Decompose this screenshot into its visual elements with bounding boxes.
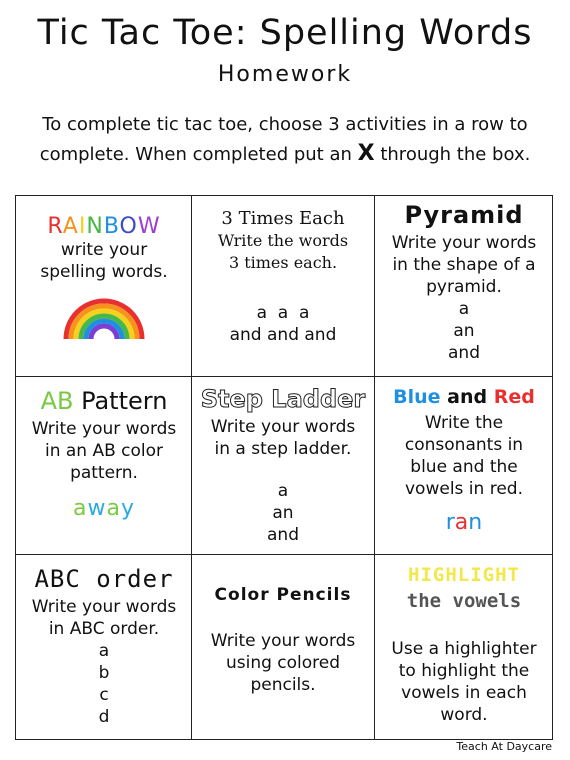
rainbow-title-letter: A (62, 214, 79, 239)
cell-title (16, 387, 192, 415)
rainbow-title (16, 216, 192, 239)
example-line: an (453, 321, 475, 341)
cell-color-pencils (192, 584, 374, 740)
instructions-line-2a: complete. When completed put an (39, 144, 352, 165)
cell-title: Color Pencils (214, 585, 352, 605)
example-line: a (277, 481, 289, 501)
cell-text-line: in an AB color (44, 441, 164, 461)
cell-text-line: Write your words (210, 417, 356, 437)
cell-title: ABC order (34, 565, 174, 593)
x-mark: X (357, 141, 375, 166)
instructions-line-1: To complete tic tac toe, choose 3 activities in a row to (42, 114, 528, 135)
example-line: an (272, 503, 294, 523)
cell-text-line: in the shape of a (392, 255, 536, 275)
ab-example-letter: y (120, 496, 135, 521)
example-line: d (98, 707, 110, 727)
the-vowels-title: the vowels (406, 590, 522, 612)
grid-line (16, 376, 552, 377)
cell-rainbow (16, 216, 192, 376)
red-title-part: Red (493, 386, 535, 408)
cell-text-line: 3 times each. (228, 253, 338, 272)
cell-text-line: to highlight the (398, 661, 530, 681)
cell-text-line: consonants in (404, 435, 524, 455)
rainbow-title-letter: R (47, 214, 63, 239)
tic-tac-toe-grid (15, 195, 553, 740)
cell-blue-and-red (375, 386, 553, 554)
cell-title: Step Ladder (200, 385, 366, 413)
cell-text-line: using colored (225, 653, 341, 673)
cell-abc-order (16, 565, 192, 740)
cell-pyramid (375, 201, 553, 376)
cell-text-line: write your (60, 240, 148, 260)
cell-text-line: Write your words (31, 419, 177, 439)
cell-text-line: in a step ladder. (214, 439, 352, 459)
cell-text-line: Use a highlighter (391, 639, 537, 659)
cell-title: Pyramid (404, 201, 524, 229)
cell-text-line: word. (440, 705, 488, 725)
ab-example-letter: a (73, 496, 88, 521)
blue-red-example-letter: a (454, 510, 469, 535)
cell-text-line: vowels in each (401, 683, 527, 703)
cell-highlight (375, 564, 553, 740)
rainbow-icon (62, 297, 146, 341)
example-line: a (98, 641, 110, 661)
cell-text-line: Write the words (217, 231, 349, 250)
cell-text-line: Write the (424, 413, 504, 433)
cell-ab-pattern (16, 387, 192, 554)
cell-text-line: Write your words (31, 597, 177, 617)
ab-example-letter: a (106, 496, 121, 521)
blue-title-part: Blue (393, 386, 441, 408)
cell-step-ladder (192, 385, 374, 554)
cell-text-line: blue and the (410, 457, 518, 477)
rainbow-title-letter: I (78, 214, 87, 239)
ab-title-part: AB (40, 387, 74, 415)
rainbow-title-letter: N (86, 214, 104, 239)
cell-text-line: Write your words (210, 631, 356, 651)
cell-3-times-each (192, 208, 374, 376)
cell-text-line: spelling words. (40, 262, 168, 282)
pattern-title-part: Pattern (73, 387, 168, 415)
instructions (20, 110, 550, 169)
ab-example-letter: w (87, 496, 107, 521)
example-line: c (99, 685, 109, 705)
cell-title (375, 386, 553, 408)
cell-text-line: pattern. (70, 463, 138, 483)
rainbow-title-letter: O (119, 214, 138, 239)
example-line: b (98, 663, 110, 683)
example-line: a a a (256, 303, 310, 323)
cell-text-line: Write your words (391, 233, 537, 253)
rainbow-title-letter: B (103, 214, 120, 239)
ab-example-word (16, 498, 192, 520)
blue-red-example-word (375, 512, 553, 534)
and-title-part: and (447, 386, 488, 408)
example-line: and and and (229, 325, 337, 345)
cell-text-line: vowels in red. (405, 479, 523, 499)
instructions-line-2b: through the box. (380, 144, 531, 165)
credit-text: Teach At Daycare (456, 740, 552, 753)
cell-text-line: in ABC order. (48, 619, 160, 639)
example-line: and (267, 525, 299, 545)
instructions-line-2 (20, 139, 550, 169)
page-subtitle: Homework (217, 62, 353, 87)
cell-title: 3 Times Each (221, 208, 345, 229)
page-title: Tic Tac Toe: Spelling Words (37, 13, 533, 53)
cell-text-line: pyramid. (426, 277, 502, 297)
blue-red-example-letter: r (445, 510, 455, 535)
example-line: a (458, 299, 470, 319)
rainbow-title-letter: W (137, 214, 161, 239)
blue-red-example-letter: n (468, 510, 483, 535)
example-line: and (448, 343, 480, 363)
highlight-title: HIGHLIGHT (408, 564, 520, 586)
grid-line (16, 554, 552, 555)
cell-text-line: pencils. (250, 675, 316, 695)
